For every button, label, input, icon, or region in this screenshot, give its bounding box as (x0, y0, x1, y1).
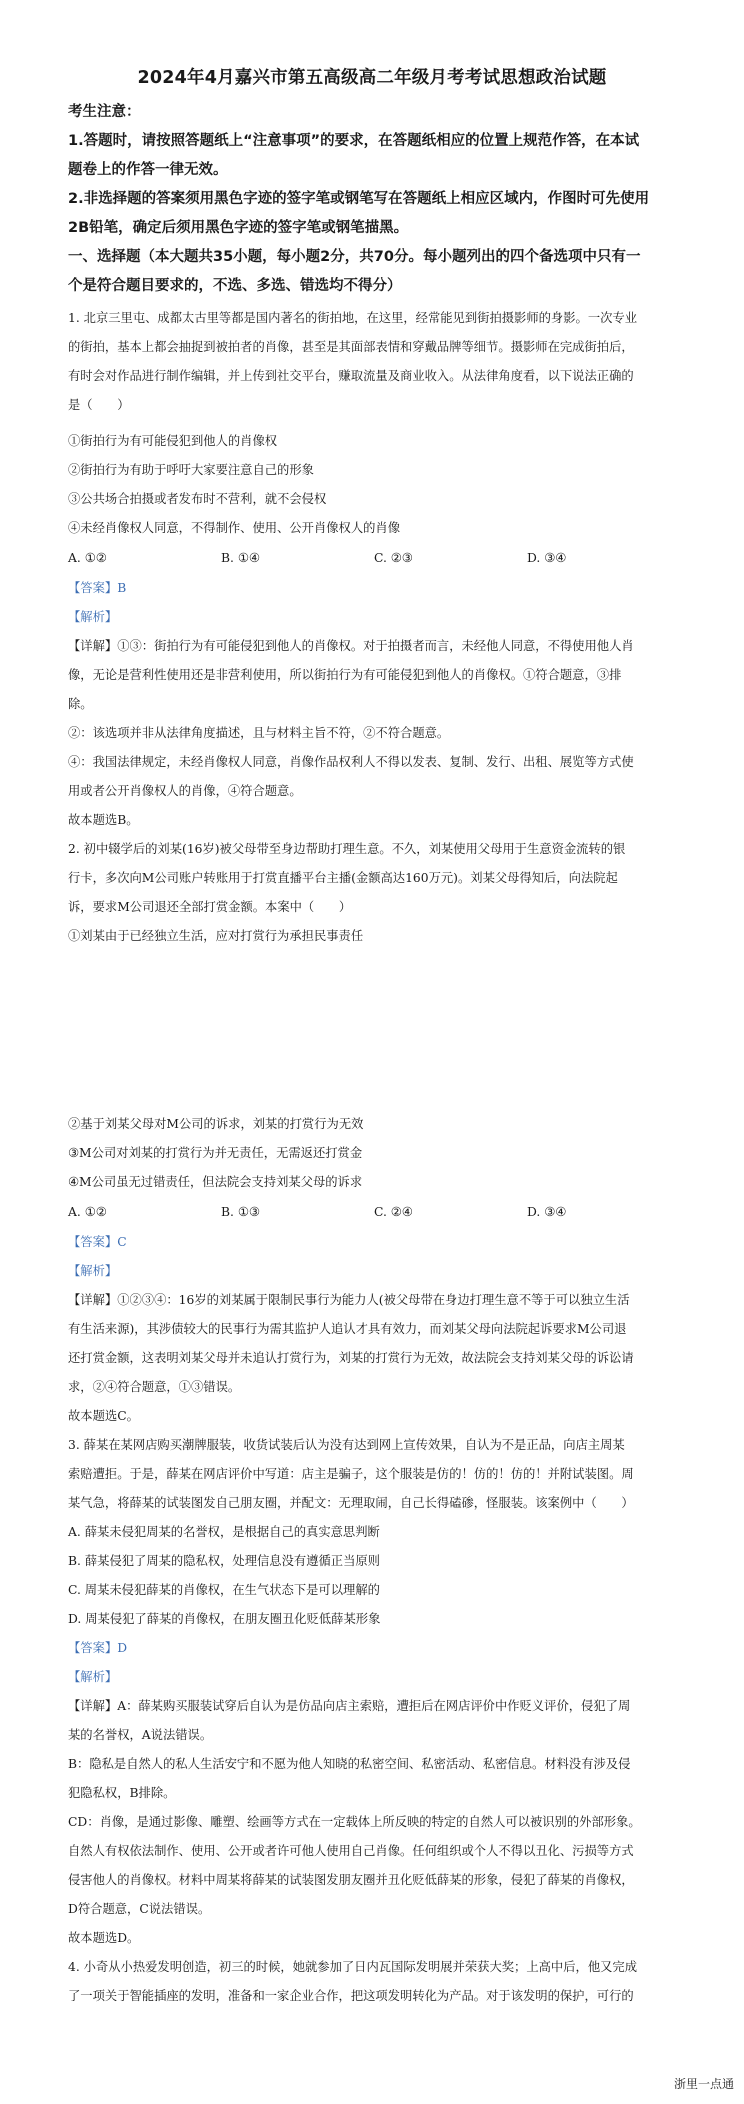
q1-option-a: A. ①② (68, 551, 107, 565)
section-heading-line-2: 个是符合题目要求的，不选、多选、错选均不得分） (68, 278, 402, 294)
q3-choice: A. 薛某未侵犯周某的名誉权，是根据自己的真实意思判断 (68, 1525, 380, 1539)
q1-detail-line: 除。 (68, 697, 93, 711)
q1-statement: ④未经肖像权人同意，不得制作、使用、公开肖像权人的肖像 (68, 521, 401, 535)
page-title: 2024年4月嘉兴市第五高级高二年级月考考试思想政治试题 (137, 68, 607, 88)
q2-detail-line: 故本题选C。 (68, 1409, 139, 1423)
q4-stem-line: 4. 小奇从小热爱发明创造，初三的时候，她就参加了日内瓦国际发明展并荣获大奖；上高中后，他又完成 (68, 1960, 638, 1974)
q1-statement: ②街拍行为有助于呼吁大家要注意自己的形象 (68, 463, 314, 477)
q3-detail-line: B：隐私是自然人的私人生活安宁和不愿为他人知晓的私密空间、私密活动、私密信息。材料没有涉及侵 (68, 1757, 631, 1771)
q2-options (68, 1198, 688, 1226)
q2-detail-line: 还打赏金额，这表明刘某父母并未追认打赏行为，刘某的打赏行为无效，故法院会支持刘某父母的诉讼请 (68, 1351, 634, 1365)
notice-item-2-line-2: 2B铅笔，确定后须用黑色字迹的签字笔或钢笔描黑。 (68, 220, 409, 236)
q2-stem-line: 行卡，多次向M公司账户转账用于打赏直播平台主播(金额高达160万元)。刘某父母得知后，向法院起 (68, 871, 618, 885)
q2-option-a: A. ①② (68, 1205, 107, 1219)
q1-option-d: D. ③④ (527, 551, 567, 565)
q2-detail-line: 求，②④符合题意，①③错误。 (68, 1380, 241, 1394)
q3-detail-line: D符合题意，C说法错误。 (68, 1902, 211, 1916)
notice-item-2-line-1: 2.非选择题的答案须用黑色字迹的签字笔或钢笔写在答题纸上相应区域内，作图时可先使用 (68, 191, 650, 207)
q1-stem-line: 是（ ） (68, 398, 130, 412)
q3-detail-line: 故本题选D。 (68, 1931, 140, 1945)
q3-stem-line: 3. 薛某在某网店购买潮牌服装，收货试装后认为没有达到网上宣传效果，自认为不是正品，向店主周某 (68, 1438, 625, 1452)
q1-options (68, 544, 688, 572)
q1-detail-line: ④：我国法律规定，未经肖像权人同意，肖像作品权利人不得以发表、复制、发行、出租、展览等方式使 (68, 755, 634, 769)
q2-analysis-label: 【解析】 (68, 1264, 118, 1278)
q1-analysis-label: 【解析】 (68, 610, 118, 624)
q3-answer: 【答案】D (68, 1641, 128, 1655)
q1-stem-line: 的街拍，基本上都会抽捉到被拍者的肖像，甚至是其面部表情和穿戴品牌等细节。摄影师在完成街拍后， (68, 340, 634, 354)
q1-option-b: B. ①④ (221, 551, 260, 565)
q3-detail-line: CD：肖像，是通过影像、雕塑、绘画等方式在一定载体上所反映的特定的自然人可以被识别的外部形象。 (68, 1815, 641, 1829)
q2-statement: ④M公司虽无过错责任，但法院会支持刘某父母的诉求 (68, 1175, 363, 1189)
q1-detail-line: 像，无论是营利性使用还是非营利使用，所以街拍行为有可能侵犯到他人的肖像权。①符合题意，③排 (68, 668, 622, 682)
q3-detail-line: 某的名誉权，A说法错误。 (68, 1728, 213, 1742)
q2-answer: 【答案】C (68, 1235, 127, 1249)
footer-watermark: 浙里一点通 (673, 2077, 734, 2091)
q3-detail-line: 自然人有权依法制作、使用、公开或者许可他人使用自己肖像。任何组织或个人不得以丑化、污损等方式 (68, 1844, 634, 1858)
notice-heading: 考生注意： (68, 104, 141, 120)
notice-item-1-line-1: 1.答题时，请按照答题纸上“注意事项”的要求，在答题纸相应的位置上规范作答，在本试 (68, 133, 640, 149)
q3-detail-line: 犯隐私权，B排除。 (68, 1786, 176, 1800)
section-heading-line-1: 一、选择题（本大题共35小题，每小题2分，共70分。每小题列出的四个备选项中只有一 (68, 249, 641, 265)
q3-choice: C. 周某未侵犯薛某的肖像权，在生气状态下是可以理解的 (68, 1583, 380, 1597)
q3-detail-line: 【详解】A：薛某购买服装试穿后自认为是仿品向店主索赔，遭拒后在网店评价中作贬义评价，侵犯了周 (68, 1699, 631, 1713)
q3-analysis-label: 【解析】 (68, 1670, 118, 1684)
q2-stem-line: 诉，要求M公司退还全部打赏金额。本案中（ ） (68, 900, 352, 914)
q1-stem-line: 1. 北京三里屯、成都太古里等都是国内著名的街拍地，在这里，经常能见到街拍摄影师的身影。一次专业 (68, 311, 638, 325)
q2-stem-line: 2. 初中辍学后的刘某(16岁)被父母带至身边帮助打理生意。不久，刘某使用父母用于生意资金流转的银 (68, 842, 626, 856)
q1-option-c: C. ②③ (374, 551, 413, 565)
q1-detail-line: 【详解】①③：街拍行为有可能侵犯到他人的肖像权。对于拍摄者而言，未经他人同意，不得使用他人肖 (68, 639, 634, 653)
q1-statement: ①街拍行为有可能侵犯到他人的肖像权 (68, 434, 278, 448)
q1-answer: 【答案】B (68, 581, 127, 595)
q1-detail-line: 故本题选B。 (68, 813, 139, 827)
q3-stem-line: 索赔遭拒。于是，薛某在网店评价中写道：店主是骗子，这个服装是仿的！仿的！仿的！并附试装图。周 (68, 1467, 634, 1481)
q2-statement: ③M公司对刘某的打赏行为并无责任，无需返还打赏金 (68, 1146, 363, 1160)
q2-statement: ②基于刘某父母对M公司的诉求，刘某的打赏行为无效 (68, 1117, 364, 1131)
notice-item-1-line-2: 题卷上的作答一律无效。 (68, 162, 228, 178)
q3-choice: B. 薛某侵犯了周某的隐私权，处理信息没有遵循正当原则 (68, 1554, 380, 1568)
q3-detail-line: 侵害他人的肖像权。材料中周某将薛某的试装图发朋友圈并丑化贬低薛某的形象，侵犯了薛某的肖像权， (68, 1873, 634, 1887)
q4-stem-line: 了一项关于智能插座的发明，准备和一家企业合作，把这项发明转化为产品。对于该发明的保护，可行的 (68, 1989, 634, 2003)
q2-detail-line: 有生活来源)，其涉债较大的民事行为需其监护人追认才具有效力，而刘某父母向法院起诉要求M公司退 (68, 1322, 627, 1336)
q2-statement: ①刘某由于已经独立生活，应对打赏行为承担民事责任 (68, 929, 364, 943)
q1-stem-line: 有时会对作品进行制作编辑，并上传到社交平台，赚取流量及商业收入。从法律角度看，以下说法正确的 (68, 369, 634, 383)
q2-option-b: B. ①③ (221, 1205, 260, 1219)
q2-option-d: D. ③④ (527, 1205, 567, 1219)
q2-option-c: C. ②④ (374, 1205, 413, 1219)
q3-choice: D. 周某侵犯了薛某的肖像权，在朋友圈丑化贬低薛某形象 (68, 1612, 381, 1626)
q1-detail-line: 用或者公开肖像权人的肖像，④符合题意。 (68, 784, 302, 798)
q1-statement: ③公共场合拍摄或者发布时不营利，就不会侵权 (68, 492, 327, 506)
q3-stem-line: 某气急，将薛某的试装图发自己朋友圈，并配文：无理取闹，自己长得磕碜，怪服装。该案例中（ ） (68, 1496, 634, 1510)
q2-detail-line: 【详解】①②③④：16岁的刘某属于限制民事行为能力人(被父母带在身边打理生意不等于可以独立生活 (68, 1293, 630, 1307)
q1-detail-line: ②：该选项并非从法律角度描述，且与材料主旨不符，②不符合题意。 (68, 726, 450, 740)
